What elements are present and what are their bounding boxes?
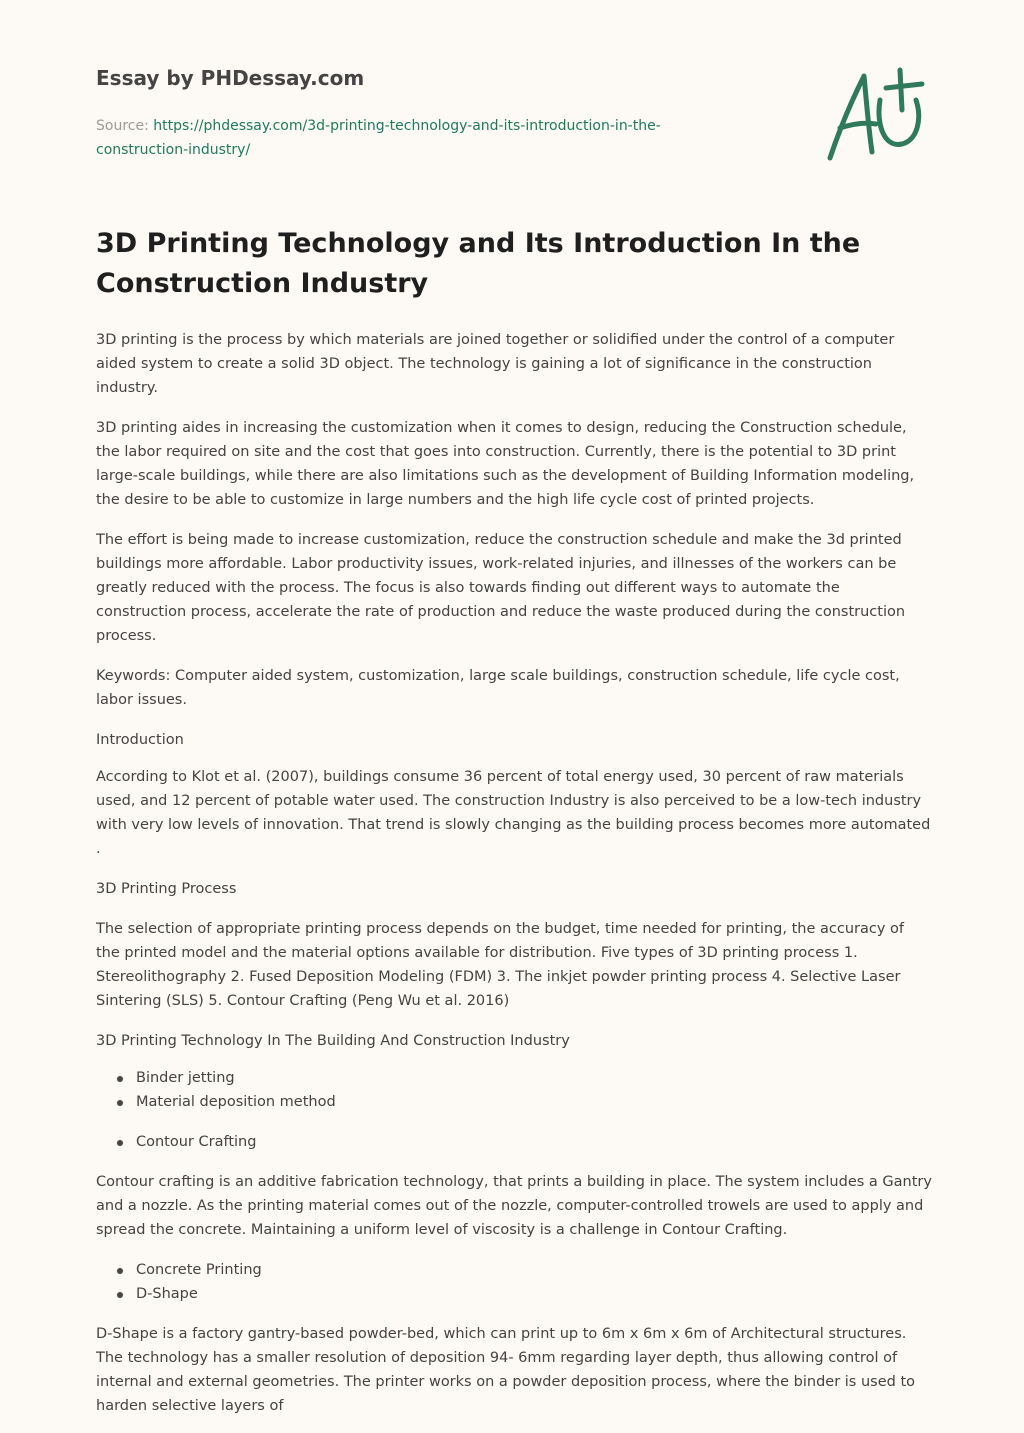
list-item: Binder jetting — [96, 1066, 932, 1090]
a-plus-logo-icon — [818, 66, 930, 166]
heading-introduction: Introduction — [96, 732, 184, 748]
list-item: D-Shape — [96, 1282, 932, 1306]
technology-list-a — [96, 1066, 932, 1114]
essay-title: 3D Printing Technology and Its Introduction In the Construction Industry — [96, 228, 861, 299]
technology-list-b — [96, 1130, 932, 1154]
heading-construction-technology: 3D Printing Technology In The Building And Construction Industry — [96, 1033, 570, 1049]
paragraph-keywords: Keywords: Computer aided system, customization, large scale buildings, construction schedule, life cycle cost, labor issues. — [96, 668, 900, 708]
essay-content — [96, 224, 932, 1433]
source-link[interactable] — [96, 118, 661, 158]
technology-list-c — [96, 1258, 932, 1306]
source-line — [96, 114, 776, 162]
heading-printing-process: 3D Printing Process — [96, 881, 237, 897]
paragraph-printing-process: The selection of appropriate printing process depends on the budget, time needed for printing, the accuracy of the printed model and the material options available for distribution. Five types of 3D printing process 1. Stereolithography 2. Fused Deposition Modeling (FDM) 3. The inkjet powder printing process 4. Selective Laser Sintering (SLS) 5. Contour Crafting (Peng Wu et al. 2016) — [96, 921, 904, 1009]
site-title: Essay by PHDessay.com — [96, 66, 365, 90]
paragraph-d-shape: D-Shape is a factory gantry-based powder-bed, which can print up to 6m x 6m x 6m of Architectural structures. The technology has a smaller resolution of deposition 94- 6mm regarding layer depth, thus allowing control of internal and external geometries. The printer works on a powder deposition process, where the binder is used to harden selective layers of — [96, 1326, 916, 1414]
paragraph-customization: 3D printing aides in increasing the customization when it comes to design, reducing the Construction schedule, the labor required on site and the cost that goes into construction. Currently, there is the potential to 3D print large-scale buildings, while there are also limitations such as the development of Building Information modeling, the desire to be able to customize in large numbers and the high life cycle cost of printed projects. — [96, 420, 915, 508]
list-item: Concrete Printing — [96, 1258, 932, 1282]
essay-header — [96, 64, 776, 162]
source-link-line1: https://phdessay.com/3d-printing-technology-and-its-introduction-in-the- — [153, 118, 661, 134]
paragraph-introduction: According to Klot et al. (2007), buildings consume 36 percent of total energy used, 30 percent of raw materials used, and 12 percent of potable water used. The construction Industry is also perceived to be a low-tech industry with very low levels of innovation. That trend is slowly changing as the building process becomes more automated . — [96, 769, 931, 857]
list-item: Material deposition method — [96, 1090, 932, 1114]
paragraph-contour-crafting: Contour crafting is an additive fabrication technology, that prints a building in place. The system includes a Gantry and a nozzle. As the printing material comes out of the nozzle, computer-controlled trowels are used to apply and spread the concrete. Maintaining a uniform level of viscosity is a challenge in Contour Crafting. — [96, 1174, 932, 1238]
paragraph-intro-definition: 3D printing is the process by which materials are joined together or solidified under the control of a computer aided system to create a solid 3D object. The technology is gaining a lot of significance in the construction industry. — [96, 332, 895, 396]
list-item: Contour Crafting — [96, 1130, 932, 1154]
paragraph-effort: The effort is being made to increase customization, reduce the construction schedule and make the 3d printed buildings more affordable. Labor productivity issues, work-related injuries, and illnesses of the workers can be greatly reduced with the process. The focus is also towards finding out different ways to automate the construction process, accelerate the rate of production and reduce the waste produced during the construction process. — [96, 532, 906, 644]
source-link-line2: construction-industry/ — [96, 142, 251, 158]
source-label: Source: — [96, 118, 154, 134]
